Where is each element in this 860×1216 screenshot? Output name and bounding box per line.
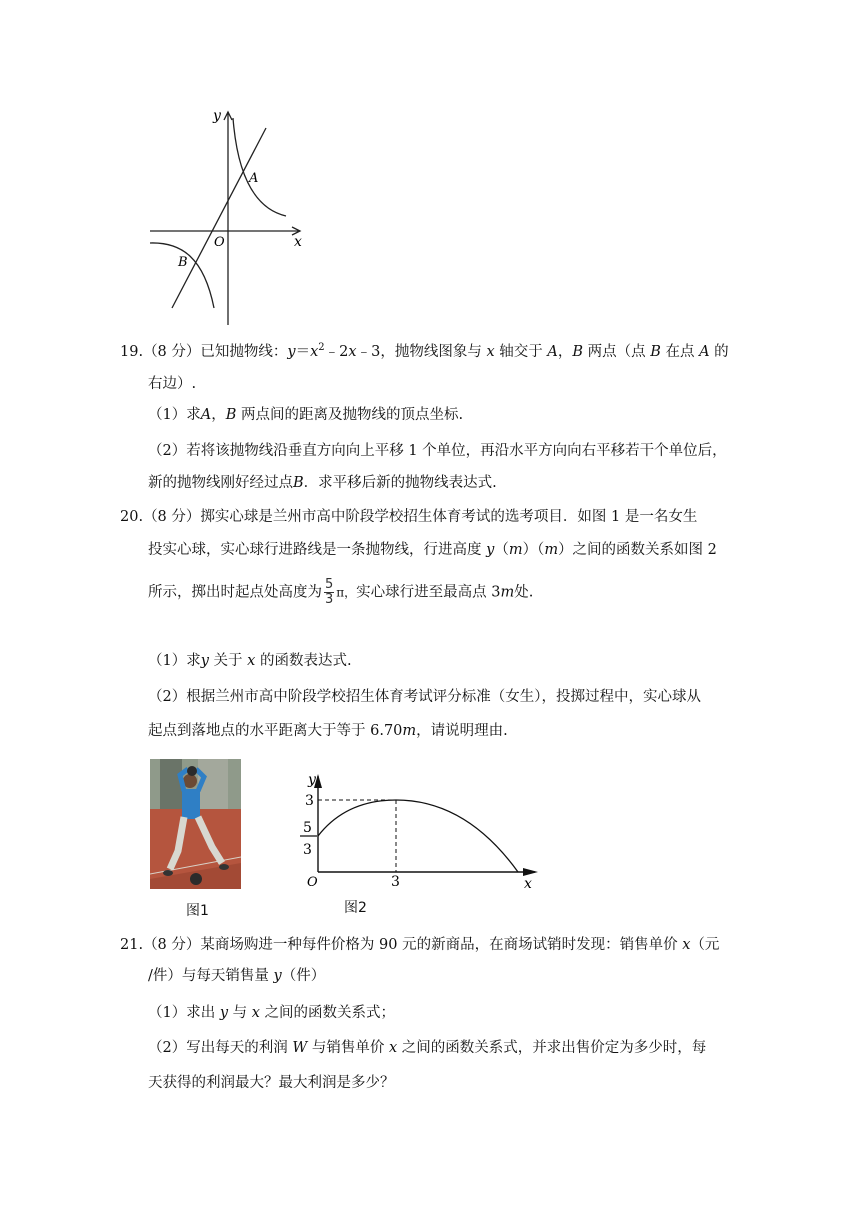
q20-stem-line2 [148, 540, 717, 560]
point-a: A [547, 343, 558, 360]
graph-hyperbola-line [140, 100, 320, 330]
q20-part-2: （2）根据兰州市高中阶段学校招生体育考试评分标准（女生），投掷过程中，实心球从 [148, 689, 701, 705]
q20-text: 起点到落地点的水平距离大于等于 6.70 [148, 723, 403, 739]
fig2-parabola-curve [318, 800, 518, 872]
hyperbola-branch-1 [233, 118, 286, 216]
var-y: y [219, 1005, 229, 1021]
q19-text: ， [211, 407, 226, 423]
q20-stem-line1 [120, 507, 697, 527]
q20-text: ，请说明理由. [416, 723, 508, 739]
q20-score: （8 分） [143, 509, 201, 525]
var-y: y [287, 343, 296, 360]
q20-part-1 [148, 651, 352, 671]
q19-text: 已知抛物线： [200, 343, 288, 360]
var-x: x [486, 343, 495, 360]
q20-stem-line3 [148, 578, 533, 607]
figure-1-caption: 图1 [186, 903, 209, 919]
q21-text: 之间的函数关系式； [264, 1005, 396, 1021]
q21-text: （件） [281, 968, 326, 984]
q21-text: （1）求出 [148, 1005, 216, 1021]
figure-2-caption: 图2 [344, 900, 367, 916]
q19-part-2-line2 [148, 473, 497, 493]
q21-stem-line1 [120, 935, 719, 955]
q21-score: （8 分） [143, 937, 201, 953]
q20-text: 实心球行进至最高点 3 [356, 584, 501, 601]
q19-stem-line1 [120, 338, 729, 362]
hyperbola-branch-2 [150, 243, 214, 308]
q21-text: 某商场购进一种每件价格为 90 元的新商品，在商场试销时发现：销售单价 [200, 937, 678, 953]
point-b: B [650, 343, 661, 360]
q19-text: ＝ [295, 343, 311, 360]
fraction-numerator: 5 [325, 577, 334, 592]
q19-text: ．求平移后新的抛物线表达式. [303, 475, 497, 491]
var-x: x [247, 653, 256, 669]
point-b-label: B [178, 255, 188, 270]
q20-text: ）（ [522, 542, 545, 558]
q19-text: 在点 [665, 343, 695, 360]
q19-number: 19. [120, 343, 144, 360]
q19-score: （8 分） [143, 343, 201, 360]
q20-text: （1）求 [148, 653, 201, 669]
q19-text: ﹣3，抛物线图象与 [356, 343, 482, 360]
q21-text: （2）写出每天的利润 [148, 1040, 288, 1056]
y-axis-label: y [213, 108, 221, 124]
q19-text: 两点（点 [587, 343, 646, 360]
unit-m: m [508, 542, 523, 558]
var-y: y [200, 653, 209, 669]
q21-text: （元 [690, 937, 720, 953]
shot-put-photo [150, 759, 241, 889]
q21-text: 与销售单价 [311, 1040, 385, 1056]
q19-part-1 [148, 405, 463, 425]
q19-text: （1）求 [148, 407, 201, 423]
var-x: x [251, 1005, 260, 1021]
q20-text: 关于 [213, 653, 243, 669]
fig2-y-tick-3: 3 [305, 793, 314, 809]
q21-part-2-line2: 天获得的利润最大？最大利润是多少？ [148, 1075, 395, 1091]
q21-text: 与 [232, 1005, 248, 1021]
q20-text: ）之间的函数关系如图 2 [558, 542, 717, 558]
var-x: x [682, 937, 691, 953]
point-a: A [200, 407, 212, 423]
var-y: y [486, 542, 495, 558]
q21-text: 之间的函数关系式，并求出售价定为多少时，每 [401, 1040, 707, 1056]
fig2-y-tick-frac-num: 5 [303, 820, 312, 836]
fig2-y-tick-frac-den: 3 [303, 842, 312, 858]
fraction-five-thirds [324, 578, 334, 607]
q21-part-2 [148, 1038, 706, 1058]
q20-text: π， [336, 585, 357, 600]
fig2-x-tick-3: 3 [391, 874, 400, 890]
q20-text: 掷实心球是兰州市高中阶段学校招生体育考试的选考项目．如图 1 是一名女生 [200, 509, 698, 525]
q20-part-2-line2 [148, 721, 508, 741]
q20-text: 处. [514, 584, 534, 601]
origin-label: O [214, 235, 225, 250]
point-b: B [293, 475, 304, 491]
point-a: A [699, 343, 710, 360]
point-a-label: A [249, 171, 259, 186]
q20-text: 所示，掷出时起点处高度为 [148, 584, 322, 601]
q20-text: 的函数表达式. [259, 653, 352, 669]
exponent: 2 [318, 342, 325, 353]
q21-number: 21. [120, 937, 144, 953]
q20-number: 20. [120, 509, 144, 525]
q19-stem-line2: 右边）. [148, 376, 197, 392]
q19-text: 轴交于 [499, 343, 543, 360]
q19-text: 两点间的距离及抛物线的顶点坐标. [240, 407, 464, 423]
unit-m: m [402, 723, 417, 739]
q20-text: 投实心球，实心球行进路线是一条抛物线，行进高度 [148, 542, 482, 558]
point-b: B [572, 343, 583, 360]
var-x: x [348, 343, 357, 360]
q21-text: /件）与每天销售量 [148, 968, 269, 984]
fraction-denominator: 3 [325, 592, 334, 607]
unit-m: m [500, 584, 515, 601]
q19-text: 的 [714, 343, 729, 360]
q19-text: 新的抛物线刚好经过点 [148, 475, 293, 491]
figure-2-parabola [290, 768, 550, 893]
q21-stem-line2 [148, 966, 325, 986]
var-w: W [292, 1040, 308, 1056]
var-x: x [388, 1040, 398, 1056]
q21-part-1 [148, 1003, 395, 1023]
q19-part-2: （2）若将该抛物线沿垂直方向向上平移 1 个单位，再沿水平方向向右平移若干个单位后， [148, 443, 727, 459]
x-axis-label: x [294, 234, 302, 250]
fig2-x-arrow [523, 868, 538, 876]
fig2-y-label: y [308, 772, 316, 788]
fig2-origin-label: O [307, 875, 318, 890]
unit-m: m [544, 542, 559, 558]
q19-text: ﹣2 [324, 343, 349, 360]
straight-line [172, 128, 266, 308]
var-x: x [310, 343, 319, 360]
fig2-x-label: x [524, 876, 532, 892]
q20-text: （ [494, 542, 509, 558]
point-b: B [225, 407, 237, 423]
q19-text: ， [557, 343, 573, 360]
var-y: y [273, 968, 282, 984]
